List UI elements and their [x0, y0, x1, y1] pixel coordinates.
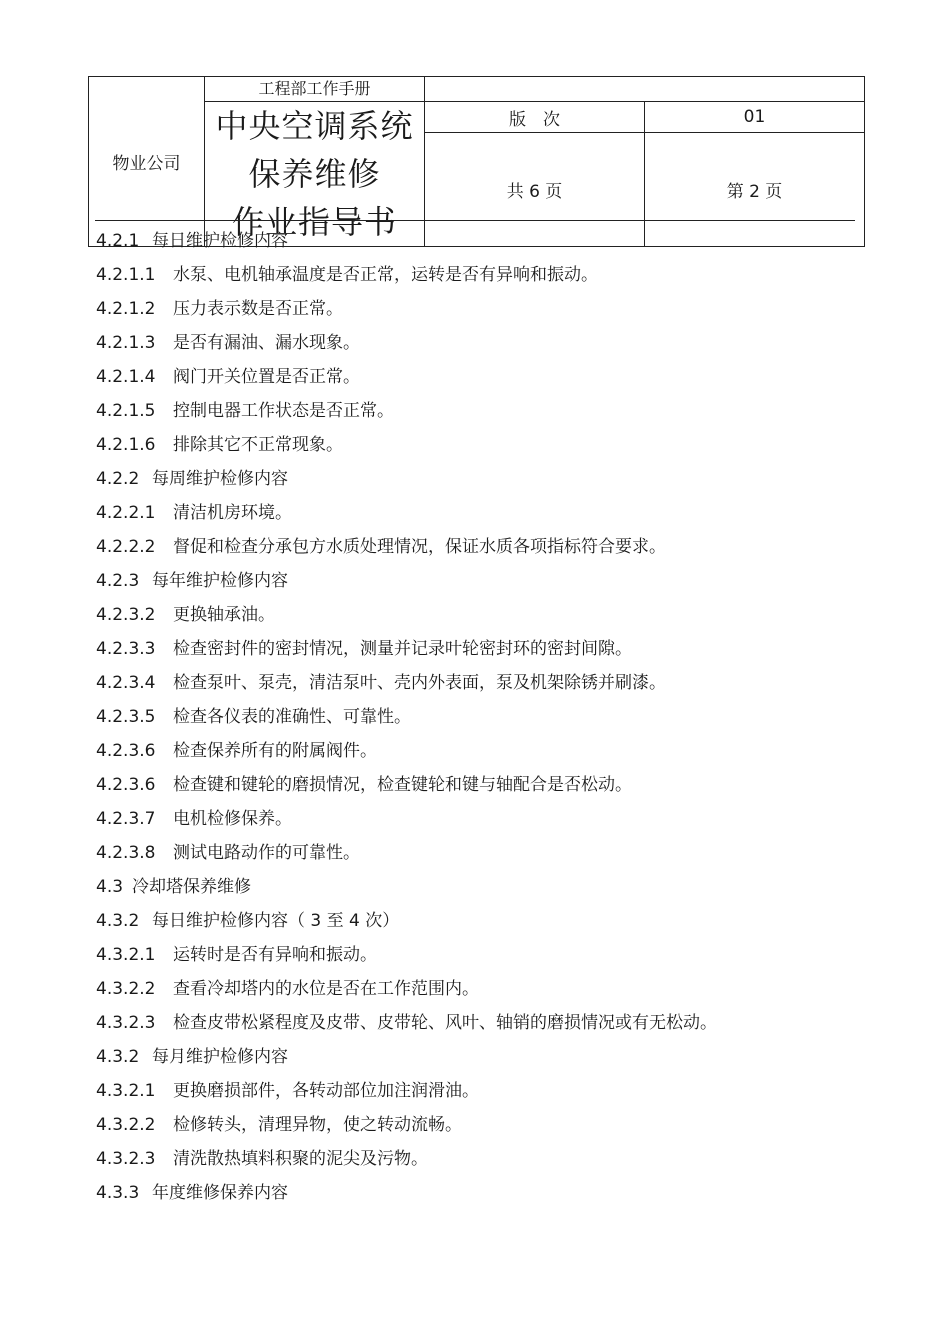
section-text: 阀门开关位置是否正常。 [173, 367, 360, 387]
header-divider [95, 220, 855, 221]
version-label: 版 次 [425, 102, 645, 133]
content-line [96, 398, 866, 432]
section-number: 4.2.3.6 [96, 741, 156, 761]
section-number: 4.2.1.4 [96, 367, 156, 387]
content-line [96, 840, 866, 874]
content-line [96, 330, 866, 364]
section-text: 检查键和键轮的磨损情况，检查键轮和键与轴配合是否松动。 [173, 775, 632, 795]
content-line [96, 568, 866, 602]
section-number: 4.3.2.2 [96, 1115, 156, 1135]
content-line [96, 908, 866, 942]
section-number: 4.2.3.4 [96, 673, 156, 693]
content-line [96, 806, 866, 840]
section-number: 4.3.2.3 [96, 1149, 156, 1169]
section-number: 4.2.3 [96, 571, 140, 591]
section-number: 4.3.2.1 [96, 945, 156, 965]
content-line [96, 228, 866, 262]
section-text: 测试电路动作的可靠性。 [173, 843, 360, 863]
section-text: 检查保养所有的附属阀件。 [173, 741, 377, 761]
section-text: 每日维护检修内容 [152, 231, 288, 251]
page-number: 第 2 页 [645, 133, 865, 247]
version-value: 01 [645, 102, 865, 133]
company-name: 物业公司 [89, 77, 205, 247]
content-line [96, 466, 866, 500]
section-text: 检修转头，清理异物，使之转动流畅。 [173, 1115, 462, 1135]
section-number: 4.3 [96, 877, 124, 897]
section-number: 4.2.2.1 [96, 503, 156, 523]
section-text: 运转时是否有异响和振动。 [173, 945, 377, 965]
content-line [96, 534, 866, 568]
section-text: 每周维护检修内容 [152, 469, 288, 489]
content-line [96, 942, 866, 976]
section-number: 4.3.2.2 [96, 979, 156, 999]
section-number: 4.2.1.5 [96, 401, 156, 421]
content-line [96, 1010, 866, 1044]
section-number: 4.2.1.2 [96, 299, 156, 319]
section-text: 排除其它不正常现象。 [173, 435, 343, 455]
section-text: 检查泵叶、泵壳，清洁泵叶、壳内外表面，泵及机架除锈并刷漆。 [173, 673, 666, 693]
content-line [96, 432, 866, 466]
title-line-2: 作业指导书 [231, 203, 397, 241]
section-text: 检查各仪表的准确性、可靠性。 [173, 707, 411, 727]
content-line [96, 1180, 866, 1214]
header-empty-cell [425, 77, 865, 102]
section-text: 冷却塔保养维修 [132, 877, 251, 897]
section-text: 每月维护检修内容 [152, 1047, 288, 1067]
content-line [96, 1044, 866, 1078]
section-text: 年度维修保养内容 [152, 1183, 288, 1203]
section-text: 是否有漏油、漏水现象。 [173, 333, 360, 353]
section-text: 清洁机房环境。 [173, 503, 292, 523]
section-text: 水泵、电机轴承温度是否正常，运转是否有异响和振动。 [173, 265, 598, 285]
content-line [96, 772, 866, 806]
content-line [96, 704, 866, 738]
section-number: 4.3.2 [96, 1047, 140, 1067]
section-number: 4.2.2.2 [96, 537, 156, 557]
section-text: 电机检修保养。 [173, 809, 292, 829]
content-line [96, 262, 866, 296]
section-number: 4.2.3.8 [96, 843, 156, 863]
total-pages: 共 6 页 [425, 133, 645, 247]
content-line [96, 500, 866, 534]
section-text: 压力表示数是否正常。 [173, 299, 343, 319]
document-header [88, 76, 865, 247]
section-number: 4.2.3.5 [96, 707, 156, 727]
section-number: 4.2.3.3 [96, 639, 156, 659]
content-line [96, 602, 866, 636]
title-line-1: 中央空调系统保养维修 [215, 107, 414, 193]
section-text: 更换磨损部件，各转动部位加注润滑油。 [173, 1081, 479, 1101]
section-number: 4.3.2.1 [96, 1081, 156, 1101]
content-line [96, 1112, 866, 1146]
section-text: 检查皮带松紧程度及皮带、皮带轮、风叶、轴销的磨损情况或有无松动。 [173, 1013, 717, 1033]
section-number: 4.2.3.7 [96, 809, 156, 829]
section-text: 每年维护检修内容 [152, 571, 288, 591]
section-number: 4.3.3 [96, 1183, 140, 1203]
section-number: 4.3.2 [96, 911, 140, 931]
section-text: 更换轴承油。 [173, 605, 275, 625]
document-body [96, 228, 866, 1214]
manual-name: 工程部工作手册 [205, 77, 425, 102]
content-line [96, 1078, 866, 1112]
section-text: 控制电器工作状态是否正常。 [173, 401, 394, 421]
section-number: 4.2.1.3 [96, 333, 156, 353]
content-line [96, 976, 866, 1010]
section-number: 4.2.1.1 [96, 265, 156, 285]
section-text: 查看冷却塔内的水位是否在工作范围内。 [173, 979, 479, 999]
section-number: 4.2.2 [96, 469, 140, 489]
content-line [96, 636, 866, 670]
section-text: 清洗散热填料积聚的泥尖及污物。 [173, 1149, 428, 1169]
content-line [96, 874, 866, 908]
section-number: 4.2.1 [96, 231, 140, 251]
section-text: 每日维护检修内容（ 3 至 4 次） [152, 911, 400, 931]
content-line [96, 670, 866, 704]
content-line [96, 738, 866, 772]
section-number: 4.2.3.2 [96, 605, 156, 625]
content-line [96, 1146, 866, 1180]
content-line [96, 296, 866, 330]
document-title [205, 102, 425, 247]
content-line [96, 364, 866, 398]
section-text: 检查密封件的密封情况，测量并记录叶轮密封环的密封间隙。 [173, 639, 632, 659]
section-number: 4.2.1.6 [96, 435, 156, 455]
section-number: 4.2.3.6 [96, 775, 156, 795]
section-text: 督促和检查分承包方水质处理情况，保证水质各项指标符合要求。 [173, 537, 666, 557]
section-number: 4.3.2.3 [96, 1013, 156, 1033]
